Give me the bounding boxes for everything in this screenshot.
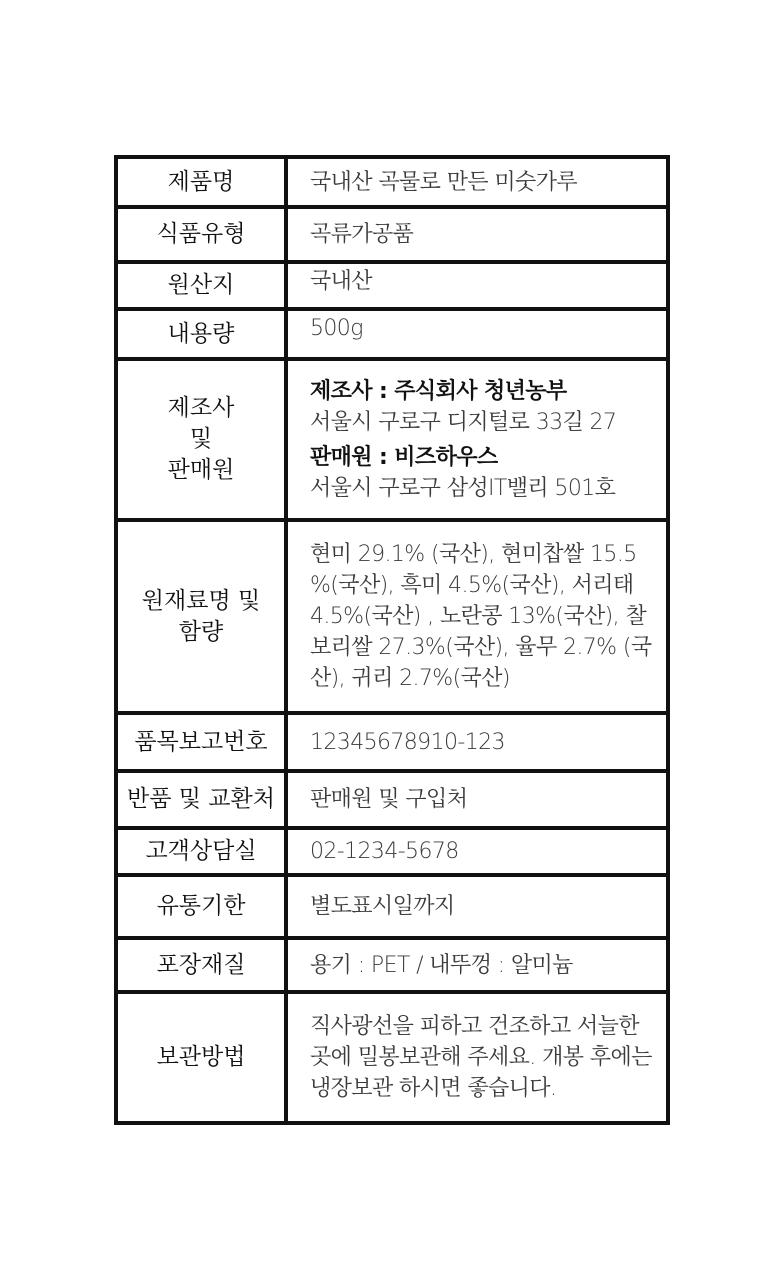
table-row — [116, 309, 668, 359]
row-label-customer-service: 고객상담실 — [116, 828, 286, 875]
table-row — [116, 992, 668, 1123]
manufacturer-title: 제조사 : 주식회사 청년농부 — [310, 378, 567, 404]
row-value-customer-service: 02-1234-5678 — [286, 828, 668, 875]
table-row — [116, 771, 668, 828]
row-value-net-content: 500g — [286, 309, 668, 359]
row-value-ingredients: 현미 29.1% (국산), 현미찹쌀 15.5 %(국산), 흑미 4.5%(국산), 서리태 4.5%(국산) , 노란콩 13%(국산), 찰보리쌀 27.3%(국산), 율무 2.7% (국산), 귀리 2.7%(국산) — [286, 520, 668, 713]
table-row — [116, 157, 668, 207]
row-label-manufacturer-seller: 제조사 및 판매원 — [116, 359, 286, 520]
row-value-food-type: 곡류가공품 — [286, 207, 668, 262]
row-value-report-number: 12345678910-123 — [286, 713, 668, 771]
table-row — [116, 938, 668, 992]
row-label-net-content: 내용량 — [116, 309, 286, 359]
row-label-origin: 원산지 — [116, 262, 286, 309]
seller-address: 서울시 구로구 삼성IT밸리 501호 — [310, 475, 616, 501]
row-label-product-name: 제품명 — [116, 157, 286, 207]
table-row — [116, 828, 668, 875]
row-label-packaging: 포장재질 — [116, 938, 286, 992]
table-row — [116, 262, 668, 309]
row-value-manufacturer-seller — [286, 359, 668, 520]
row-label-report-number: 품목보고번호 — [116, 713, 286, 771]
row-label-ingredients: 원재료명 및 함량 — [116, 520, 286, 713]
row-label-storage: 보관방법 — [116, 992, 286, 1123]
row-label-food-type: 식품유형 — [116, 207, 286, 262]
table-row — [116, 359, 668, 520]
table-row — [116, 207, 668, 262]
row-value-expiration: 별도표시일까지 — [286, 875, 668, 938]
seller-title: 판매원 : 비즈하우스 — [310, 444, 498, 470]
row-value-return-exchange: 판매원 및 구입처 — [286, 771, 668, 828]
row-value-product-name: 국내산 곡물로 만든 미숫가루 — [286, 157, 668, 207]
row-value-storage: 직사광선을 피하고 건조하고 서늘한 곳에 밀봉보관해 주세요. 개봉 후에는 냉장보관 하시면 좋습니다. — [286, 992, 668, 1123]
row-value-origin: 국내산 — [286, 262, 668, 309]
product-info-table — [114, 155, 670, 1125]
table-row — [116, 875, 668, 938]
row-value-packaging: 용기 : PET / 내뚜껑 : 알미늄 — [286, 938, 668, 992]
table-row — [116, 713, 668, 771]
row-label-return-exchange: 반품 및 교환처 — [116, 771, 286, 828]
manufacturer-address: 서울시 구로구 디지털로 33길 27 — [310, 409, 617, 435]
table-row — [116, 520, 668, 713]
row-label-expiration: 유통기한 — [116, 875, 286, 938]
